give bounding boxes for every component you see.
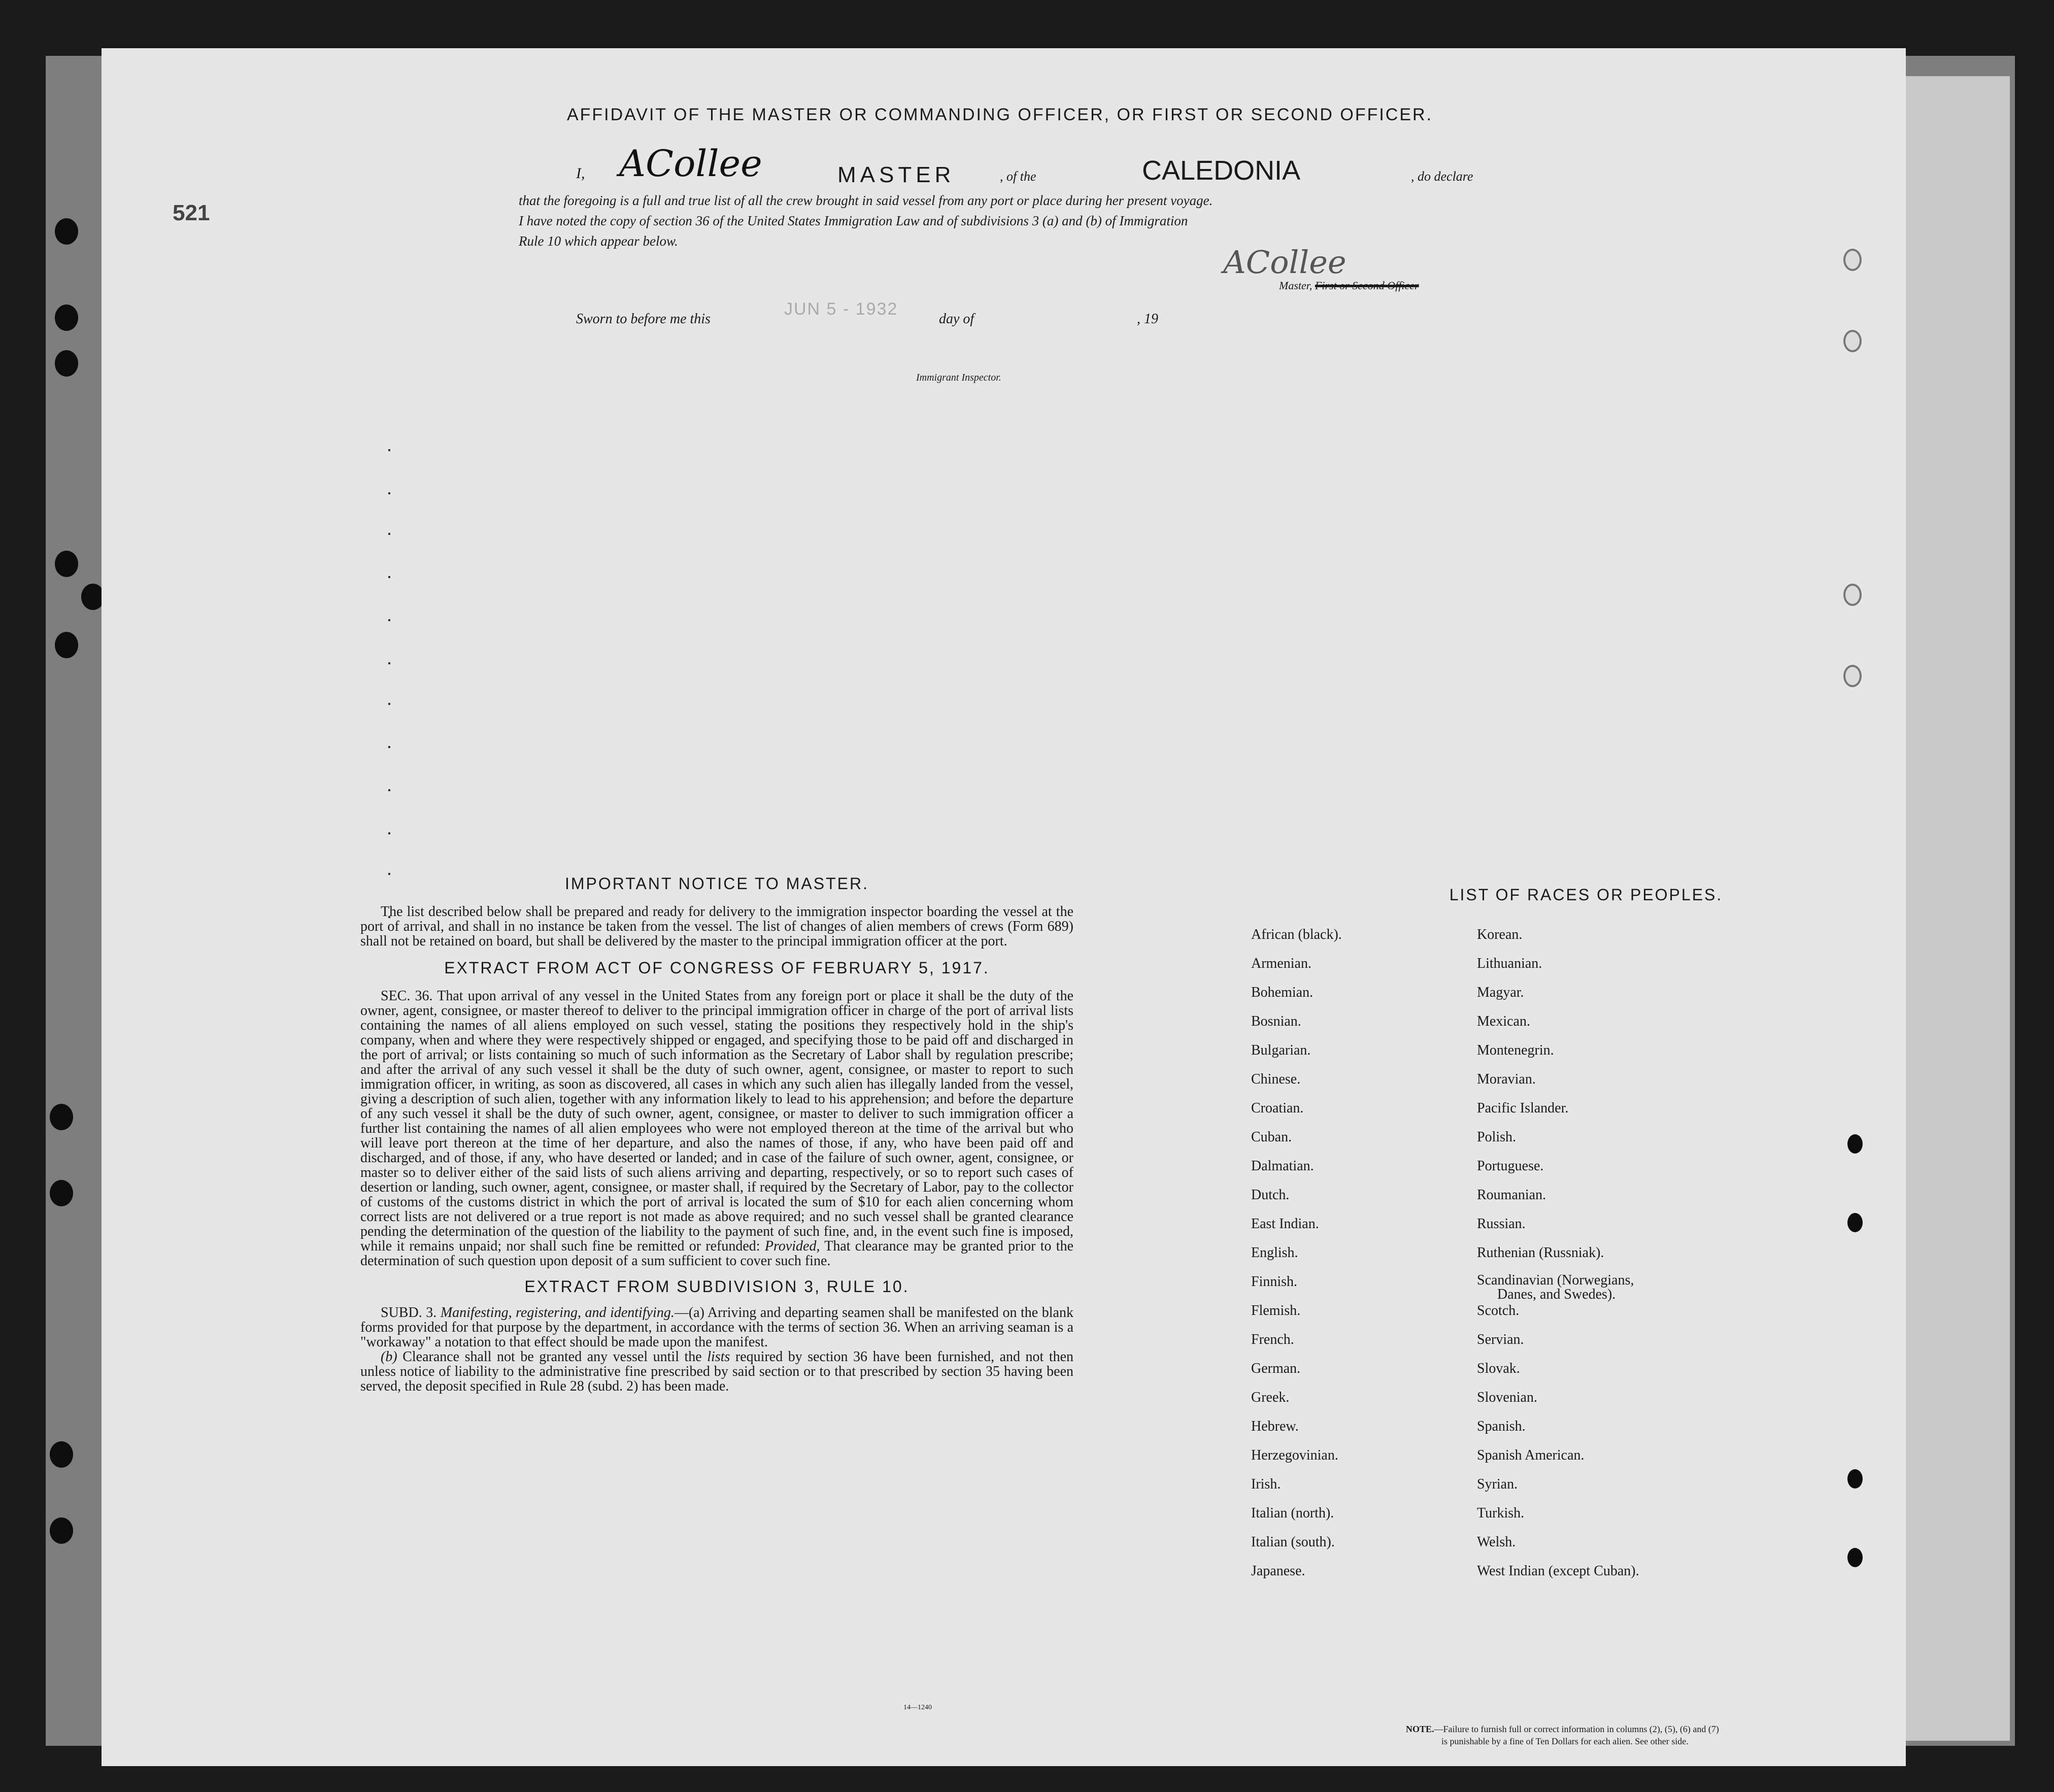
act-body: That upon arrival of any vessel in the United States from any foreign port or place it shall be the duty of the owner, agent, consignee, or master thereof to deliver to the principal immigration officer in charge of the port of arrival lists containing the names of all aliens employed on such vessel, stating the positions they respectively hold in the ship's company, when and where they were respectively shipped or engaged, and specifying those to be paid off and discharged in the port of arrival; or lists containing so much of such information as the Secretary of Labor shall by regulation prescribe; and after the arrival of any such vessel it shall be the duty of such owner, agent, consignee, or master to report to such immigration officer, in writing, as soon as discovered, all cases in which any such alien has illegally landed from the vessel, giving a description of such alien, together with any information likely to lead to his apprehension; and before the departure of any such vessel it shall be the duty of such owner, agent, consignee, or master to deliver to such immigration officer a further list containing the names of all alien employees who were not employed thereon at the time of the arrival but who will leave port thereon at the time of her departure, and also the names of those, if any, who have been paid off and discharged, and of those, if any, who have deserted or landed; and in case of the failure of such owner, agent, consignee, or master so to deliver either of the said lists of such aliens arriving and departing, respectively, or so to report such cases of desertion or landing, such owner, agent, consignee, or master shall, if required by the Secretary of Labor, pay to the collector of customs of the customs district in which the port of arrival is located the sum of $10 for each alien concerning whom correct lists are not delivered or a true report is not made as above required; and no such vessel shall be granted clearance pending the determination of the question of the liability to the payment of such fine, and, in the event such fine is imposed, while it remains unpaid; nor shall such fine be remitted or refunded: [360,988,1073,1254]
race-item [1477,1273,1639,1302]
race-item: Turkish. [1477,1505,1525,1521]
race-item: Finnish. [1251,1274,1298,1290]
race-item: Bohemian. [1251,985,1314,1000]
race-item: Dalmatian. [1251,1158,1314,1174]
race-item: Italian (south). [1251,1534,1335,1550]
officer-signature: ACollee [1223,244,1346,281]
race-item: Bosnian. [1251,1013,1301,1029]
notice-text: The list described below shall be prepared and ready for delivery to the immigration inspector boarding the vessel at the port of arrival, and shall in no instance be taken from the vessel. The list of changes of alien members of crews (Form 689) shall not be retained on board, but shall be delivered by the master to the principal immigration officer at the port. [360,904,1073,949]
race-item: Irish. [1251,1476,1281,1492]
punch-hole [1843,665,1862,687]
form-number: 14—1240 [903,1704,932,1711]
race-item: Lithuanian. [1477,956,1542,971]
year-label: , 19 [1137,311,1158,327]
binder-hole [50,1441,73,1468]
act-sec: SEC. 36. [381,988,433,1004]
race-item: Polish. [1477,1129,1517,1145]
rule-subd: SUBD. 3. [381,1305,437,1321]
sworn-label: Sworn to before me this [576,311,711,327]
races-heading: LIST OF RACES OR PEOPLES. [1449,886,1723,904]
binder-hole [50,1104,73,1130]
row-dot [388,662,390,664]
caption-master: Master, [1279,279,1312,292]
binder-hole [55,551,78,577]
notice-column [360,874,1073,1394]
row-dot [388,703,390,705]
race-item: African (black). [1251,927,1342,942]
rule-text-a [360,1305,1073,1349]
act-body-end: That clearance may be granted prior to the determination of such question upon deposit of a sum sufficient to cover such fine. [360,1238,1073,1269]
binder-hole [55,350,78,377]
notice-heading: IMPORTANT NOTICE TO MASTER. [565,874,869,893]
footnote-line2: is punishable by a fine of Ten Dollars for each alien. See other side. [1441,1736,1689,1746]
race-item: German. [1251,1361,1301,1376]
rank: MASTER [837,162,955,187]
act-provided: Provided, [764,1238,820,1254]
signature-caption [1279,279,1419,292]
race-item: Korean. [1477,927,1523,942]
race-item: Russian. [1477,1216,1526,1232]
race-item: Mexican. [1477,1013,1530,1029]
row-dot [388,492,390,494]
binder-hole [55,218,78,245]
affidavit-line: Rule 10 which appear below. [519,233,678,249]
race-item: Croatian. [1251,1100,1304,1116]
row-dot [388,746,390,748]
race-item: Armenian. [1251,956,1311,971]
race-item: Hebrew. [1251,1418,1299,1434]
margin-number: 521 [173,200,210,225]
race-item: Welsh. [1477,1534,1516,1550]
day-of-label: day of [939,311,974,327]
of-the-label: , of the [1000,169,1036,184]
race-item: Spanish American. [1477,1447,1585,1463]
affidavit-heading: AFFIDAVIT OF THE MASTER OR COMMANDING OFFICER, OR FIRST OR SECOND OFFICER. [566,105,1433,124]
race-item-text: Scandinavian (Norwegians, [1477,1272,1634,1288]
act-heading: EXTRACT FROM ACT OF CONGRESS OF FEBRUARY 5, 1917. [444,959,990,977]
rule-body-b1: Clearance shall not be granted any vessel until the [402,1349,702,1365]
race-item: Servian. [1477,1332,1524,1347]
punch-hole [1843,584,1862,606]
race-item-continuation: Danes, and Swedes). [1497,1287,1616,1302]
race-item: Dutch. [1251,1187,1290,1203]
race-item: East Indian. [1251,1216,1319,1232]
rule-title: Manifesting, registering, and identifying. [440,1305,675,1321]
row-dot [388,533,390,535]
race-item: Chinese. [1251,1071,1301,1087]
rule-heading: EXTRACT FROM SUBDIVISION 3, RULE 10. [524,1277,910,1296]
affidavit-line: I have noted the copy of section 36 of the United States Immigration Law and of subdivisions 3 (a) and (b) of Immigration [519,213,1188,228]
race-item: Italian (north). [1251,1505,1334,1521]
caption-struck: First or Second Officer [1315,279,1419,292]
race-item: Japanese. [1251,1563,1305,1579]
punch-hole [1843,330,1862,352]
race-item: West Indian (except Cuban). [1477,1563,1639,1579]
race-item: Scotch. [1477,1303,1520,1318]
binder-hole [55,305,78,331]
punch-hole [1847,1548,1863,1567]
binder-hole [50,1517,73,1544]
punch-hole [1847,1469,1863,1489]
race-item: Slovak. [1477,1361,1520,1376]
races-left-column [1251,926,1342,1592]
punch-hole [1847,1134,1863,1154]
punch-hole [1847,1213,1863,1232]
race-item: Syrian. [1477,1476,1518,1492]
race-item: Bulgarian. [1251,1042,1311,1058]
race-item: English. [1251,1245,1298,1261]
race-item: Cuban. [1251,1129,1292,1145]
date-stamp: JUN 5 - 1932 [784,299,898,319]
rule-b-lists: lists [707,1349,730,1365]
rule-text-b [360,1349,1073,1394]
race-item: French. [1251,1332,1294,1347]
footnote-line1: —Failure to furnish full or correct information in columns (2), (5), (6) and (7) [1434,1724,1719,1734]
do-declare-label: , do declare [1411,169,1473,184]
affidavit-text [519,190,1615,251]
race-item: Spanish. [1477,1418,1526,1434]
race-item: Moravian. [1477,1071,1536,1087]
document-page [102,48,1906,1766]
race-item: Slovenian. [1477,1390,1537,1405]
punch-hole [1843,249,1862,271]
row-dot [388,619,390,621]
vessel-name: CALEDONIA [1142,155,1301,186]
race-item: Magyar. [1477,985,1524,1000]
rule-b-label: (b) [381,1349,397,1365]
row-dot [388,576,390,578]
affidavit-line: that the foregoing is a full and true list of all the crew brought in said vessel from any port or place during her present voyage. [519,193,1213,208]
row-dot [388,832,390,834]
act-text [360,989,1073,1268]
binder-hole [50,1180,73,1206]
row-dot [388,789,390,791]
race-item: Ruthenian (Russniak). [1477,1245,1604,1261]
binder-hole [55,632,78,658]
row-dot [388,449,390,451]
race-item: Flemish. [1251,1303,1301,1318]
race-item: Montenegrin. [1477,1042,1554,1058]
rule-body-b2: required by section 36 have been furnished, and not then unless notice of liability to the administrative fine prescribed by said section or to that prescribed by section 35 having been served, the deposit specified in Rule 28 (subd. 2) has been made. [360,1349,1074,1394]
inspector-caption: Immigrant Inspector. [916,372,1001,383]
race-item: Herzegovinian. [1251,1447,1338,1463]
race-item: Roumanian. [1477,1187,1546,1203]
master-signature-name: ACollee [619,142,762,185]
race-item: Greek. [1251,1390,1290,1405]
footnote-label: NOTE. [1406,1724,1434,1734]
rule-body-a: —(a) Arriving and departing seamen shall be manifested on the blank forms provided for that purpose by the department, in accordance with the terms of section 36. When an arriving seaman is a "workaway" a notation to that effect should be made upon the manifest. [360,1305,1073,1350]
races-right-column [1477,926,1639,1592]
race-item: Portuguese. [1477,1158,1544,1174]
race-item: Pacific Islander. [1477,1100,1569,1116]
footnote [1406,1723,1719,1747]
i-label: I, [576,165,585,182]
